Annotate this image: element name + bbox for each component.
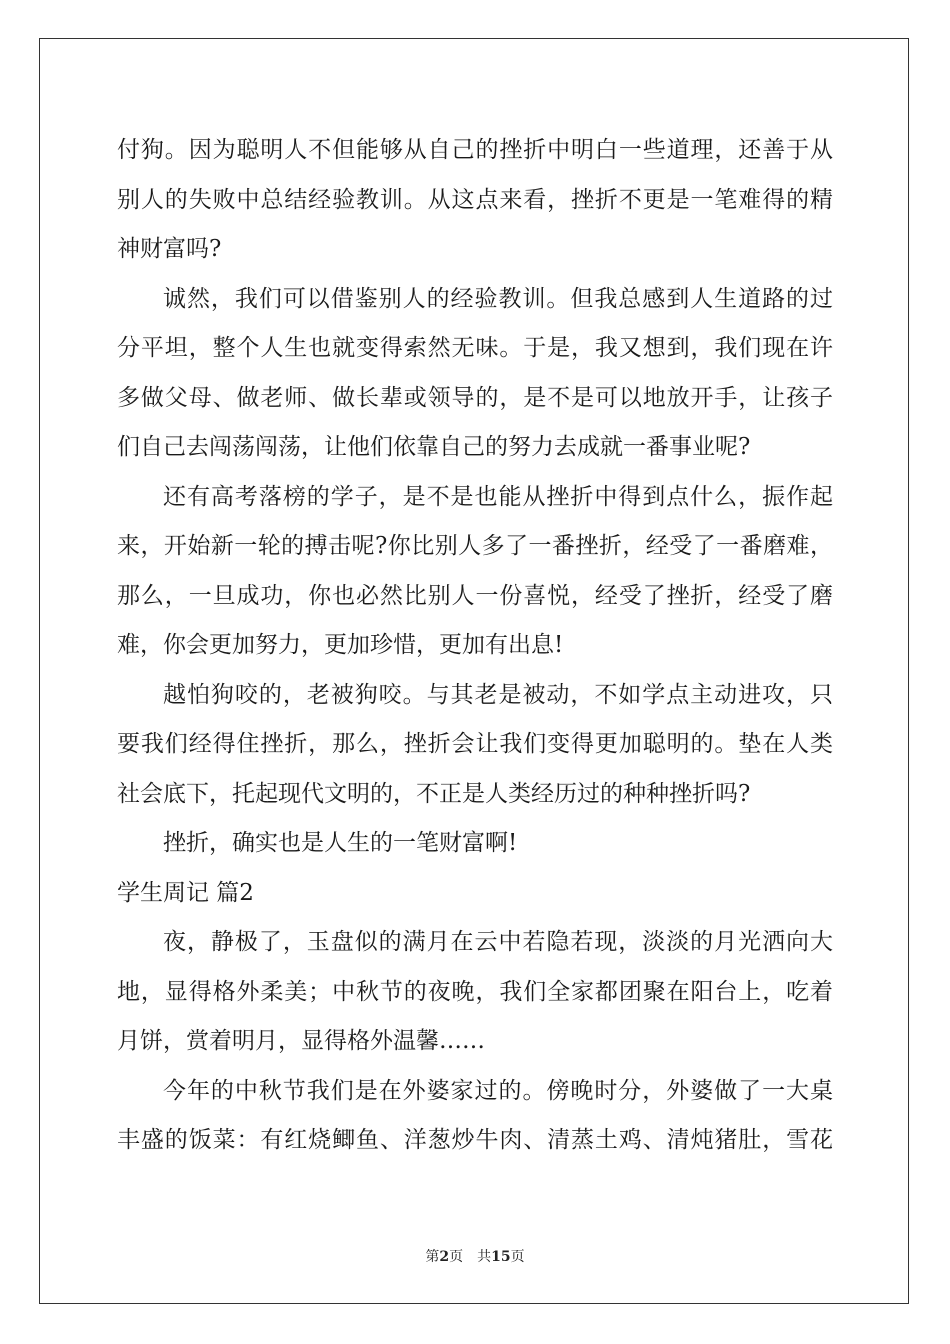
- footer-page-suffix: 页: [449, 1249, 464, 1265]
- text-line: 越怕狗咬的，老被狗咬。与其老是被动，不如学点主动进攻，只: [163, 681, 833, 708]
- text-line: 多做父母、做老师、做长辈或领导的，是不是可以地放开手，让孩子: [117, 384, 833, 411]
- text-line: 神财富吗?: [117, 236, 222, 262]
- text-line: 还有高考落榜的学子，是不是也能从挫折中得到点什么，振作起: [163, 483, 833, 510]
- text-line: 地，显得格外柔美；中秋节的夜晚，我们全家都团聚在阳台上，吃着: [117, 978, 833, 1005]
- text-line: 分平坦，整个人生也就变得索然无味。于是，我又想到，我们现在许: [117, 335, 833, 361]
- document-body: [117, 126, 833, 1166]
- text-line: 诚然，我们可以借鉴别人的经验教训。但我总感到人生道路的过: [163, 285, 833, 312]
- text-line: 挫折，确实也是人生的一笔财富啊!: [163, 830, 518, 856]
- page-footer: [0, 1246, 950, 1266]
- total-page-count: 15: [491, 1249, 511, 1265]
- text-line: 月饼，赏着明月，显得格外温馨……: [117, 1028, 485, 1054]
- text-line: 社会底下，托起现代文明的，不正是人类经历过的种种挫折吗?: [117, 780, 751, 807]
- text-line: 夜，静极了，玉盘似的满月在云中若隐若现，淡淡的月光洒向大: [163, 929, 833, 955]
- text-line: 那么，一旦成功，你也必然比别人一份喜悦，经受了挫折，经受了磨: [117, 582, 833, 609]
- text-line: 难，你会更加努力，更加珍惜，更加有出息!: [117, 632, 564, 658]
- text-line: 来，开始新一轮的搏击呢?你比别人多了一番挫折，经受了一番磨难，: [117, 533, 833, 559]
- footer-prefix: 第: [425, 1249, 440, 1265]
- text-line: 们自己去闯荡闯荡，让他们依靠自己的努力去成就一番事业呢?: [117, 434, 751, 460]
- text-line: 付狗。因为聪明人不但能够从自己的挫折中明白一些道理，还善于从: [117, 137, 833, 163]
- text-line: 别人的失败中总结经验教训。从这点来看，挫折不更是一笔难得的精: [117, 186, 833, 213]
- footer-total-prefix: 共: [477, 1249, 492, 1265]
- text-line: 要我们经得住挫折，那么，挫折会让我们变得更加聪明的。垫在人类: [117, 731, 833, 757]
- text-line: 丰盛的饭菜：有红烧鲫鱼、洋葱炒牛肉、清蒸土鸡、清炖猪肚，雪花: [117, 1127, 833, 1153]
- current-page-number: 2: [439, 1249, 450, 1265]
- text-line: 今年的中秋节我们是在外婆家过的。傍晚时分，外婆做了一大桌: [163, 1077, 833, 1104]
- section-heading: 学生周记 篇2: [117, 879, 254, 906]
- footer-total-suffix: 页: [510, 1249, 525, 1265]
